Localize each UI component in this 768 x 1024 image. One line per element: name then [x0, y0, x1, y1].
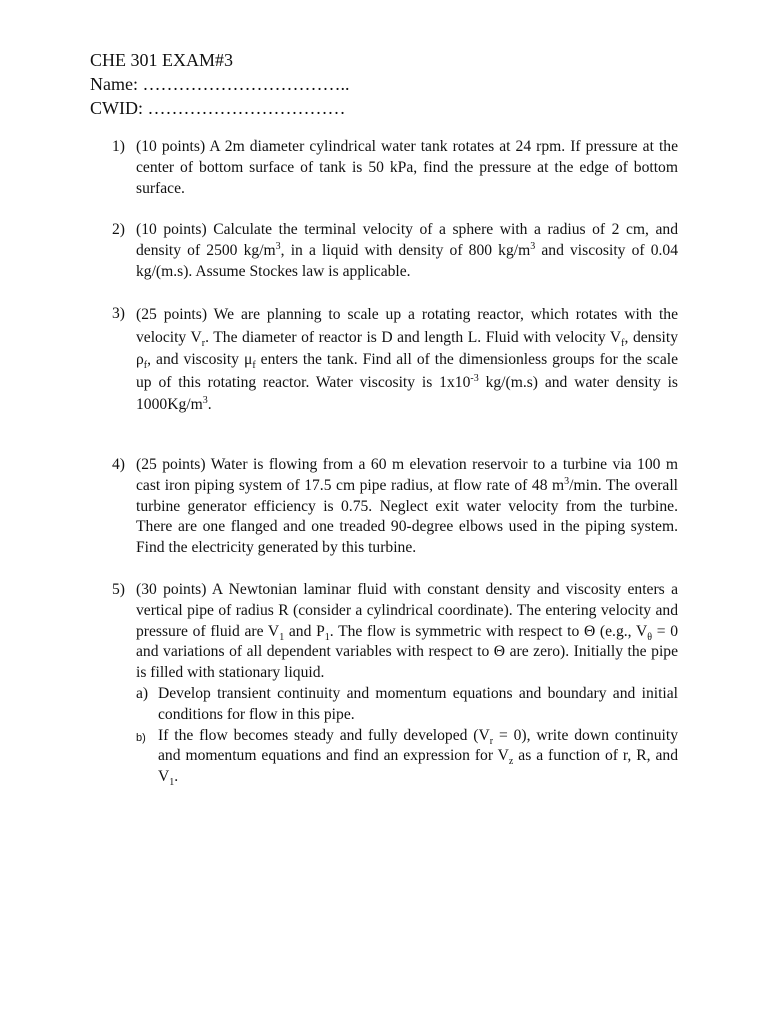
question-text: (10 points) A 2m diameter cylindrical water tank rotates at 24 rpm. If pressure at the center of bottom surface of tank is 50 kPa, find the pressure at the edge of bottom surface. [136, 138, 678, 197]
subquestion-letter: b) [136, 731, 146, 744]
question-text: (30 points) A Newtonian laminar fluid with constant density and viscosity enters a vertical pipe of radius R (consider a cylindrical coordinate). The entering velocity and pressure of fluid are $V_1$ and $P_1$. The flow is symmetric with respect to Θ (e.g., $V_\theta = 0$ and variations of all dependent variables with respect to Θ are zero). Initially the pipe is filled with stationary liquid. [136, 581, 678, 682]
cwid-field: CWID: …………………………… [90, 98, 346, 118]
question-number: 4) [112, 456, 125, 473]
exam-header [90, 48, 349, 120]
name-field: Name: …………………………….. [90, 74, 350, 94]
subquestion-letter: a) [136, 684, 149, 702]
question-number: 5) [112, 581, 125, 598]
question-1 [112, 137, 678, 199]
question-5 [112, 580, 678, 788]
question-4 [112, 455, 678, 559]
question-text: (10 points) Calculate the terminal velocity of a sphere with a radius of 2 cm, and density of 2500 $kg/m^3$, in a liquid with density of 800 $kg/m^3$ and viscosity of 0.04 kg/(m.s). Assume Stockes law is applicable. [136, 221, 678, 280]
subquestion-list [136, 684, 678, 788]
question-2 [112, 220, 678, 282]
subquestion-b [136, 726, 678, 788]
exam-title: CHE 301 EXAM#3 [90, 50, 233, 70]
question-number: 3) [112, 305, 125, 322]
question-3 [112, 304, 678, 417]
question-text: (25 points) Water is flowing from a 60 m elevation reservoir to a turbine via 100 m cast iron piping system of 17.5 cm pipe radius, at flow rate of 48 $m^3/\min$. The overall turbine generator efficiency is 0.75. Neglect exit water velocity from the turbine. There are one flanged and one treaded 90-degree elbows used in the piping system. Find the electricity generated by this turbine. [136, 456, 678, 557]
question-number: 1) [112, 138, 125, 155]
question-text: (25 points) We are planning to scale up a rotating reactor, which rotates with the velocity $V_r$. The diameter of reactor is D and length L. Fluid with velocity $V_f$, density $\rho_f$, and viscosity $\mu_f$ enters the tank. Find all of the dimensionless groups for the scale up of this rotating reactor. Water viscosity is $1x10^{-3}$ kg/(m.s) and water density is $1000Kg/m^3$. [136, 306, 678, 414]
subquestion-text: Develop transient continuity and momentum equations and boundary and initial conditions for flow in this pipe. [158, 684, 678, 723]
subquestion-a [136, 684, 678, 726]
subquestion-text: If the flow becomes steady and fully developed $(V_r = 0)$, write down continuity and momentum equations and find an expression for $V_z$ as a function of r, R, and $V_1$. [158, 726, 678, 789]
question-number: 2) [112, 221, 125, 238]
